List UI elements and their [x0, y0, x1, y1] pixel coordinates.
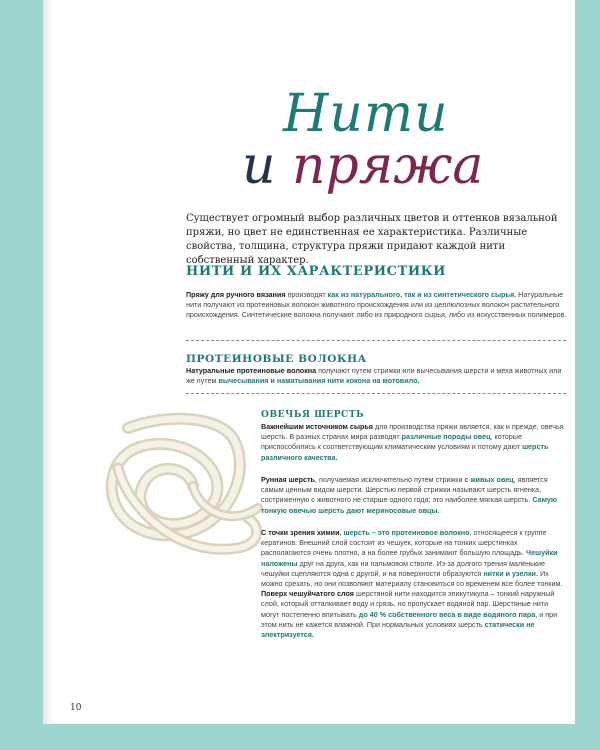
divider: [186, 393, 566, 394]
title-line1: Нити: [283, 84, 449, 144]
section-heading-main: НИТИ И ИХ ХАРАКТЕРИСТИКИ: [186, 264, 447, 279]
paragraph-wool-1: Важнейшим источником сырья для производства пряжи является, как и прежде, овечья шерсть. В разных странах мира разводят различные породы овец, которые приспособились к соответствующим климатическим условиям и потому дают шерсть различного качества.: [261, 422, 564, 462]
title-accent: пряжа: [292, 136, 484, 196]
intro-paragraph: Существует огромный выбор различных цветов и оттенков вязальной пряжи, но цвет не единственная ее характеристика. Различные свойства, толщина, структура пряжи придают каждой нити собственный характер.: [186, 213, 558, 266]
page: [43, 0, 575, 724]
section-heading-sheep-wool: ОВЕЧЬЯ ШЕРСТЬ: [261, 410, 365, 420]
page-number: 10: [70, 703, 82, 713]
paragraph-wool-3: С точки зрения химии, шерсть – это протеиновое волокно, относящееся к группе кератинов. Внешний слой состоит из чешуек, которые на тонких шерстинках располагаются очень плотно, а на более грубых занимают большую площадь. Чешуйки наложены друг на друга, как на пальмовом стволе. Из-за долгого трения маленькие чешуйки сцепляются одна с другой, и на поверхности образуются нитки и узелки. Их можно срезать, но они позволяют материалу становиться со временем все более тонким. Поверх чешуйчатого слоя шерстяной нити находится эпикутикула – тонкий наружный слой, который отталкивает воду и грязь, но пропускает водяной пар. Шерстяные нити могут постепенно впитывать до 40 % собственного веса в виде водяного пара, и при этом нить не кажется влажной. При нормальных условиях шерсть статически не электризуется.: [261, 528, 563, 640]
title-prefix: и: [242, 136, 276, 196]
yarn-skein-image: [98, 408, 268, 568]
section-heading-protein: ПРОТЕИНОВЫЕ ВОЛОКНА: [186, 353, 367, 365]
paragraph-main: Пряжу для ручного вязания производят как из натурального, так и из синтетического сырья. Натуральные нити получают из протеиновых волокон животного происхождения или из целлюлозных волокон растительного происхождения. Синтетические волокна получают либо из природного сырья, либо из искусственных полимеров.: [186, 290, 567, 320]
divider: [186, 340, 566, 341]
title-line2: [242, 136, 483, 196]
paragraph-wool-2: Рунная шерсть, получаемая исключительно путем стрижки с живых овец, является самым ценным видом шерсти. Шерстью первой стрижки называют шерсть ягненка, состриженную с животного не старше одного года; это наиболее мягкая шерсть. Самую тонкую овечью шерсть дают мериносовые овцы.: [261, 475, 557, 515]
paragraph-protein: Натуральные протеиновые волокна получают путем стрижки или вычесывания шерсти и меха животных или же путем вычесывания и наматывания нити кокона на мотовило.: [186, 366, 562, 386]
